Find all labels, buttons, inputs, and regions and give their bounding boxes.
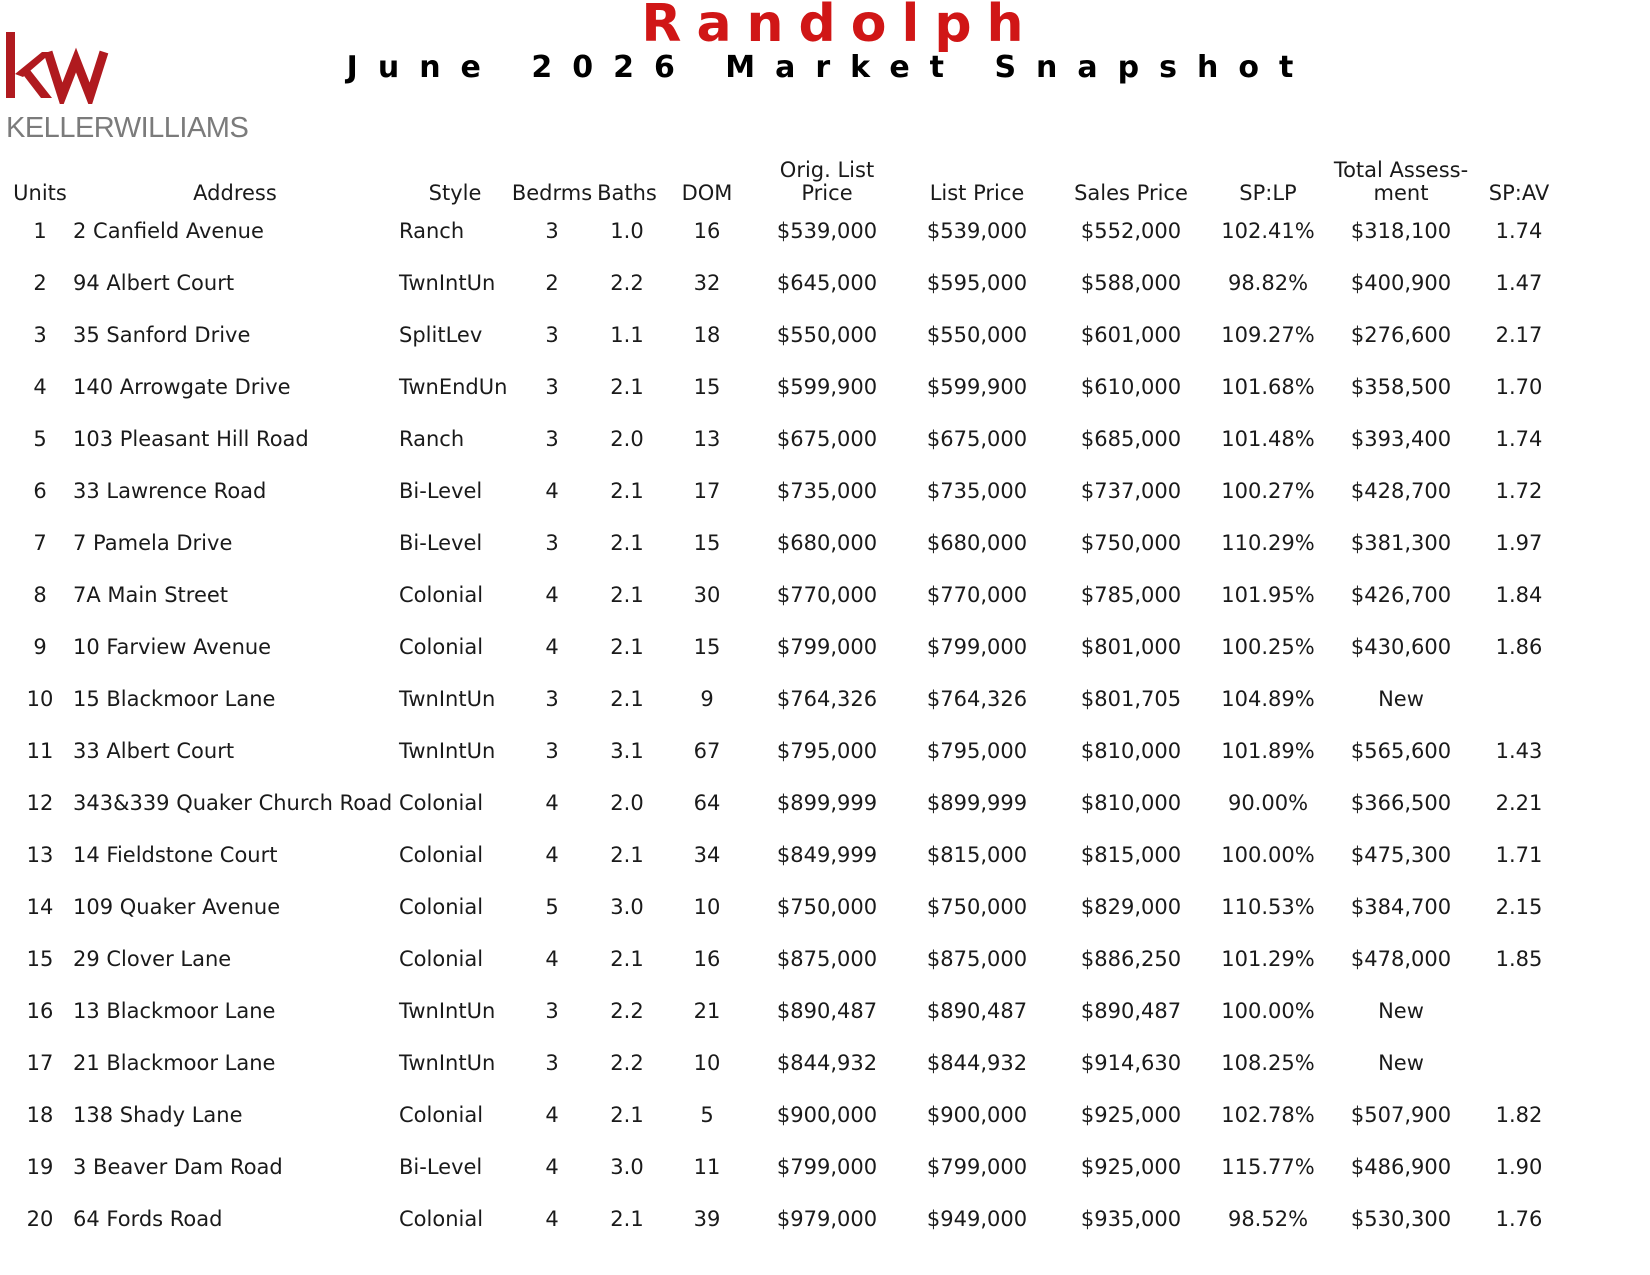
cell-units: 17: [26, 1051, 54, 1075]
cell-sp-lp: 108.25%: [1221, 1051, 1315, 1075]
cell-address: 10 Farview Avenue: [73, 635, 272, 659]
cell-sales-price: $801,705: [1080, 687, 1182, 711]
cell-dom: 5: [700, 1103, 714, 1127]
cell-style: Colonial: [399, 1103, 484, 1127]
cell-units: 5: [33, 427, 47, 451]
cell-list-price: $795,000: [926, 739, 1028, 763]
cell-total-assessment: $426,700: [1350, 583, 1452, 607]
cell-units: 18: [26, 1103, 54, 1127]
column-header-units: Units: [13, 181, 67, 205]
cell-orig-list-price: $899,999: [776, 791, 878, 815]
kw-logo-mark: [4, 30, 114, 104]
cell-units: 10: [26, 687, 54, 711]
cell-list-price: $599,900: [926, 375, 1028, 399]
cell-dom: 15: [693, 375, 721, 399]
table-row: [0, 1193, 1650, 1245]
cell-sp-lp: 98.82%: [1227, 271, 1309, 295]
cell-bedrooms: 4: [545, 583, 559, 607]
cell-style: Colonial: [399, 947, 484, 971]
cell-address: 3 Beaver Dam Road: [73, 1155, 283, 1179]
cell-address: 103 Pleasant Hill Road: [73, 427, 309, 451]
cell-list-price: $949,000: [926, 1207, 1028, 1231]
cell-list-price: $680,000: [926, 531, 1028, 555]
cell-sales-price: $737,000: [1080, 479, 1182, 503]
cell-units: 20: [26, 1207, 54, 1231]
cell-style: TwnEndUn: [399, 375, 508, 399]
cell-total-assessment: $276,600: [1350, 323, 1452, 347]
cell-sales-price: $750,000: [1080, 531, 1182, 555]
cell-total-assessment: $358,500: [1350, 375, 1452, 399]
cell-style: TwnIntUn: [399, 999, 496, 1023]
cell-sp-av: 1.43: [1495, 739, 1543, 763]
column-header-sales-price: Sales Price: [1074, 181, 1188, 205]
cell-list-price: $844,932: [926, 1051, 1028, 1075]
cell-dom: 10: [693, 1051, 721, 1075]
cell-total-assessment: $565,600: [1350, 739, 1452, 763]
cell-units: 2: [33, 271, 47, 295]
table-row: [0, 881, 1650, 933]
cell-orig-list-price: $764,326: [776, 687, 878, 711]
cell-address: 109 Quaker Avenue: [73, 895, 281, 919]
cell-orig-list-price: $979,000: [776, 1207, 878, 1231]
cell-sp-lp: 102.78%: [1221, 1103, 1315, 1127]
cell-units: 15: [26, 947, 54, 971]
cell-dom: 39: [693, 1207, 721, 1231]
table-row: [0, 777, 1650, 829]
cell-dom: 30: [693, 583, 721, 607]
cell-sp-av: 1.97: [1495, 531, 1543, 555]
column-header-list-price: List Price: [929, 181, 1025, 205]
cell-sales-price: $552,000: [1080, 219, 1182, 243]
cell-bedrooms: 3: [545, 687, 559, 711]
cell-address: 7A Main Street: [73, 583, 229, 607]
cell-address: 15 Blackmoor Lane: [73, 687, 276, 711]
column-header-orig-list-price: Orig. List Price: [779, 158, 875, 205]
cell-bedrooms: 3: [545, 999, 559, 1023]
cell-baths: 2.1: [610, 1103, 644, 1127]
cell-total-assessment: $318,100: [1350, 219, 1452, 243]
cell-baths: 2.2: [610, 1051, 644, 1075]
cell-list-price: $799,000: [926, 1155, 1028, 1179]
cell-style: TwnIntUn: [399, 687, 496, 711]
table-row: [0, 673, 1650, 725]
cell-sales-price: $610,000: [1080, 375, 1182, 399]
cell-sp-lp: 101.29%: [1221, 947, 1315, 971]
cell-dom: 21: [693, 999, 721, 1023]
column-header-sp-lp: SP:LP: [1239, 181, 1297, 205]
column-header-total-assessment: Total Assess- ment: [1333, 158, 1469, 205]
cell-units: 12: [26, 791, 54, 815]
cell-total-assessment: $400,900: [1350, 271, 1452, 295]
cell-bedrooms: 3: [545, 531, 559, 555]
cell-sp-lp: 102.41%: [1221, 219, 1315, 243]
table-row: [0, 361, 1650, 413]
cell-total-assessment: New: [1378, 999, 1424, 1023]
cell-sales-price: $685,000: [1080, 427, 1182, 451]
cell-list-price: $899,999: [926, 791, 1028, 815]
cell-sp-lp: 109.27%: [1221, 323, 1315, 347]
cell-baths: 3.0: [610, 1155, 644, 1179]
cell-dom: 64: [693, 791, 721, 815]
cell-sp-lp: 101.89%: [1221, 739, 1315, 763]
cell-dom: 17: [693, 479, 721, 503]
cell-dom: 67: [693, 739, 721, 763]
cell-sp-av: 1.74: [1495, 219, 1543, 243]
cell-sales-price: $588,000: [1080, 271, 1182, 295]
cell-units: 4: [33, 375, 47, 399]
cell-list-price: $595,000: [926, 271, 1028, 295]
cell-style: Colonial: [399, 1207, 484, 1231]
cell-sales-price: $810,000: [1080, 791, 1182, 815]
cell-baths: 2.1: [610, 687, 644, 711]
cell-sp-av: 1.82: [1495, 1103, 1543, 1127]
cell-sp-av: 1.90: [1495, 1155, 1543, 1179]
cell-bedrooms: 3: [545, 323, 559, 347]
cell-units: 6: [33, 479, 47, 503]
cell-style: Colonial: [399, 843, 484, 867]
cell-bedrooms: 3: [545, 375, 559, 399]
cell-sp-av: 1.85: [1495, 947, 1543, 971]
table-row: [0, 725, 1650, 777]
column-header-address: Address: [193, 181, 277, 205]
cell-address: 29 Clover Lane: [73, 947, 232, 971]
cell-sp-av: 2.21: [1495, 791, 1543, 815]
table-row: [0, 465, 1650, 517]
cell-sp-lp: 98.52%: [1227, 1207, 1309, 1231]
cell-list-price: $799,000: [926, 635, 1028, 659]
table-row: [0, 829, 1650, 881]
cell-sp-av: 1.72: [1495, 479, 1543, 503]
cell-orig-list-price: $799,000: [776, 1155, 878, 1179]
table-row: [0, 985, 1650, 1037]
table-row: [0, 413, 1650, 465]
cell-bedrooms: 3: [545, 739, 559, 763]
cell-total-assessment: $507,900: [1350, 1103, 1452, 1127]
cell-style: Ranch: [399, 427, 465, 451]
cell-orig-list-price: $770,000: [776, 583, 878, 607]
cell-units: 9: [33, 635, 47, 659]
cell-address: 140 Arrowgate Drive: [73, 375, 291, 399]
cell-units: 14: [26, 895, 54, 919]
cell-sales-price: $886,250: [1080, 947, 1182, 971]
cell-sp-av: 1.86: [1495, 635, 1543, 659]
page-title: Randolph: [641, 0, 1039, 54]
market-snapshot-table: [0, 150, 1650, 1245]
cell-list-price: $735,000: [926, 479, 1028, 503]
cell-baths: 2.1: [610, 843, 644, 867]
cell-units: 19: [26, 1155, 54, 1179]
cell-baths: 2.2: [610, 999, 644, 1023]
cell-baths: 1.1: [610, 323, 644, 347]
cell-dom: 15: [693, 531, 721, 555]
cell-list-price: $750,000: [926, 895, 1028, 919]
cell-bedrooms: 4: [545, 1207, 559, 1231]
cell-address: 21 Blackmoor Lane: [73, 1051, 276, 1075]
table-row: [0, 1037, 1650, 1089]
cell-list-price: $815,000: [926, 843, 1028, 867]
cell-total-assessment: $430,600: [1350, 635, 1452, 659]
cell-dom: 13: [693, 427, 721, 451]
cell-sp-av: 2.15: [1495, 895, 1543, 919]
cell-sp-av: 1.76: [1495, 1207, 1543, 1231]
cell-bedrooms: 4: [545, 1155, 559, 1179]
cell-list-price: $890,487: [926, 999, 1028, 1023]
cell-total-assessment: New: [1378, 1051, 1424, 1075]
cell-sp-lp: 115.77%: [1221, 1155, 1315, 1179]
cell-address: 343&339 Quaker Church Road: [73, 791, 393, 815]
cell-total-assessment: $486,900: [1350, 1155, 1452, 1179]
cell-sp-av: 2.17: [1495, 323, 1543, 347]
cell-address: 2 Canfield Avenue: [73, 219, 264, 243]
cell-sales-price: $890,487: [1080, 999, 1182, 1023]
cell-dom: 15: [693, 635, 721, 659]
cell-orig-list-price: $750,000: [776, 895, 878, 919]
cell-style: Bi-Level: [399, 531, 483, 555]
cell-total-assessment: $478,000: [1350, 947, 1452, 971]
cell-style: Colonial: [399, 791, 484, 815]
cell-orig-list-price: $875,000: [776, 947, 878, 971]
cell-total-assessment: $366,500: [1350, 791, 1452, 815]
cell-address: 94 Albert Court: [73, 271, 235, 295]
keller-williams-wordmark: KELLERWILLIAMS: [6, 112, 249, 144]
cell-total-assessment: $384,700: [1350, 895, 1452, 919]
cell-orig-list-price: $550,000: [776, 323, 878, 347]
cell-dom: 34: [693, 843, 721, 867]
cell-dom: 9: [700, 687, 714, 711]
cell-dom: 32: [693, 271, 721, 295]
cell-total-assessment: $381,300: [1350, 531, 1452, 555]
cell-baths: 3.1: [610, 739, 644, 763]
cell-list-price: $550,000: [926, 323, 1028, 347]
table-row: [0, 257, 1650, 309]
cell-sp-lp: 90.00%: [1227, 791, 1309, 815]
cell-total-assessment: New: [1378, 687, 1424, 711]
cell-list-price: $675,000: [926, 427, 1028, 451]
cell-bedrooms: 5: [545, 895, 559, 919]
cell-list-price: $875,000: [926, 947, 1028, 971]
cell-style: SplitLev: [399, 323, 483, 347]
cell-baths: 2.1: [610, 531, 644, 555]
cell-sp-lp: 100.27%: [1221, 479, 1315, 503]
cell-sales-price: $935,000: [1080, 1207, 1182, 1231]
cell-style: Bi-Level: [399, 479, 483, 503]
cell-orig-list-price: $799,000: [776, 635, 878, 659]
cell-sp-lp: 104.89%: [1221, 687, 1315, 711]
cell-sp-lp: 110.29%: [1221, 531, 1315, 555]
cell-baths: 3.0: [610, 895, 644, 919]
cell-sp-av: 1.70: [1495, 375, 1543, 399]
cell-orig-list-price: $795,000: [776, 739, 878, 763]
cell-bedrooms: 4: [545, 791, 559, 815]
cell-sp-av: 1.47: [1495, 271, 1543, 295]
cell-baths: 2.1: [610, 583, 644, 607]
cell-total-assessment: $428,700: [1350, 479, 1452, 503]
table-body: [0, 205, 1650, 1245]
cell-sp-lp: 101.95%: [1221, 583, 1315, 607]
cell-units: 16: [26, 999, 54, 1023]
cell-units: 7: [33, 531, 47, 555]
cell-style: TwnIntUn: [399, 1051, 496, 1075]
cell-dom: 11: [693, 1155, 721, 1179]
cell-baths: 2.1: [610, 479, 644, 503]
cell-dom: 10: [693, 895, 721, 919]
cell-baths: 2.1: [610, 1207, 644, 1231]
cell-baths: 2.1: [610, 375, 644, 399]
cell-sales-price: $810,000: [1080, 739, 1182, 763]
cell-bedrooms: 3: [545, 427, 559, 451]
cell-orig-list-price: $675,000: [776, 427, 878, 451]
cell-list-price: $539,000: [926, 219, 1028, 243]
cell-sales-price: $815,000: [1080, 843, 1182, 867]
table-row: [0, 517, 1650, 569]
cell-orig-list-price: $735,000: [776, 479, 878, 503]
cell-orig-list-price: $890,487: [776, 999, 878, 1023]
cell-sp-lp: 101.48%: [1221, 427, 1315, 451]
cell-dom: 18: [693, 323, 721, 347]
table-header: [0, 150, 1650, 205]
column-header-baths: Baths: [597, 181, 657, 205]
cell-total-assessment: $530,300: [1350, 1207, 1452, 1231]
cell-address: 64 Fords Road: [73, 1207, 223, 1231]
cell-orig-list-price: $844,932: [776, 1051, 878, 1075]
cell-units: 13: [26, 843, 54, 867]
cell-dom: 16: [693, 219, 721, 243]
cell-sales-price: $829,000: [1080, 895, 1182, 919]
cell-bedrooms: 4: [545, 635, 559, 659]
cell-list-price: $900,000: [926, 1103, 1028, 1127]
cell-orig-list-price: $539,000: [776, 219, 878, 243]
cell-baths: 1.0: [610, 219, 644, 243]
cell-total-assessment: $393,400: [1350, 427, 1452, 451]
cell-style: Bi-Level: [399, 1155, 483, 1179]
table-row: [0, 1089, 1650, 1141]
cell-units: 11: [26, 739, 54, 763]
keller-williams-logo: [4, 30, 249, 144]
cell-bedrooms: 3: [545, 219, 559, 243]
cell-orig-list-price: $645,000: [776, 271, 878, 295]
cell-sales-price: $785,000: [1080, 583, 1182, 607]
cell-address: 33 Albert Court: [73, 739, 235, 763]
cell-address: 14 Fieldstone Court: [73, 843, 278, 867]
cell-sp-lp: 100.25%: [1221, 635, 1315, 659]
cell-baths: 2.0: [610, 791, 644, 815]
cell-baths: 2.2: [610, 271, 644, 295]
cell-sp-av: 1.74: [1495, 427, 1543, 451]
table-row: [0, 1141, 1650, 1193]
cell-style: Colonial: [399, 895, 484, 919]
cell-sp-lp: 101.68%: [1221, 375, 1315, 399]
cell-sp-lp: 100.00%: [1221, 843, 1315, 867]
cell-sales-price: $914,630: [1080, 1051, 1182, 1075]
cell-sp-lp: 110.53%: [1221, 895, 1315, 919]
cell-style: Colonial: [399, 583, 484, 607]
cell-bedrooms: 4: [545, 843, 559, 867]
cell-baths: 2.1: [610, 635, 644, 659]
table-row: [0, 569, 1650, 621]
cell-list-price: $764,326: [926, 687, 1028, 711]
cell-sp-av: 1.71: [1495, 843, 1543, 867]
column-header-sp-av: SP:AV: [1488, 181, 1550, 205]
cell-dom: 16: [693, 947, 721, 971]
cell-address: 138 Shady Lane: [73, 1103, 243, 1127]
table-row: [0, 205, 1650, 257]
table-row: [0, 309, 1650, 361]
cell-bedrooms: 4: [545, 1103, 559, 1127]
cell-sales-price: $925,000: [1080, 1155, 1182, 1179]
cell-sp-lp: 100.00%: [1221, 999, 1315, 1023]
cell-bedrooms: 4: [545, 479, 559, 503]
cell-units: 3: [33, 323, 47, 347]
cell-orig-list-price: $849,999: [776, 843, 878, 867]
column-header-bedrooms: Bedrms: [511, 181, 593, 205]
cell-style: Colonial: [399, 635, 484, 659]
cell-orig-list-price: $900,000: [776, 1103, 878, 1127]
cell-orig-list-price: $599,900: [776, 375, 878, 399]
cell-baths: 2.1: [610, 947, 644, 971]
cell-address: 7 Pamela Drive: [73, 531, 233, 555]
cell-sales-price: $601,000: [1080, 323, 1182, 347]
cell-style: TwnIntUn: [399, 739, 496, 763]
column-header-dom: DOM: [681, 181, 733, 205]
cell-total-assessment: $475,300: [1350, 843, 1452, 867]
cell-address: 35 Sanford Drive: [73, 323, 251, 347]
cell-sales-price: $801,000: [1080, 635, 1182, 659]
cell-style: Ranch: [399, 219, 465, 243]
cell-units: 8: [33, 583, 47, 607]
page-subtitle: June 2026 Market Snapshot: [346, 50, 1314, 85]
cell-sales-price: $925,000: [1080, 1103, 1182, 1127]
cell-bedrooms: 4: [545, 947, 559, 971]
table-row: [0, 933, 1650, 985]
cell-style: TwnIntUn: [399, 271, 496, 295]
cell-orig-list-price: $680,000: [776, 531, 878, 555]
cell-baths: 2.0: [610, 427, 644, 451]
cell-address: 13 Blackmoor Lane: [73, 999, 276, 1023]
cell-address: 33 Lawrence Road: [73, 479, 267, 503]
cell-bedrooms: 2: [545, 271, 559, 295]
table-row: [0, 621, 1650, 673]
cell-bedrooms: 3: [545, 1051, 559, 1075]
cell-units: 1: [33, 219, 47, 243]
cell-list-price: $770,000: [926, 583, 1028, 607]
cell-sp-av: 1.84: [1495, 583, 1543, 607]
column-header-style: Style: [428, 181, 482, 205]
